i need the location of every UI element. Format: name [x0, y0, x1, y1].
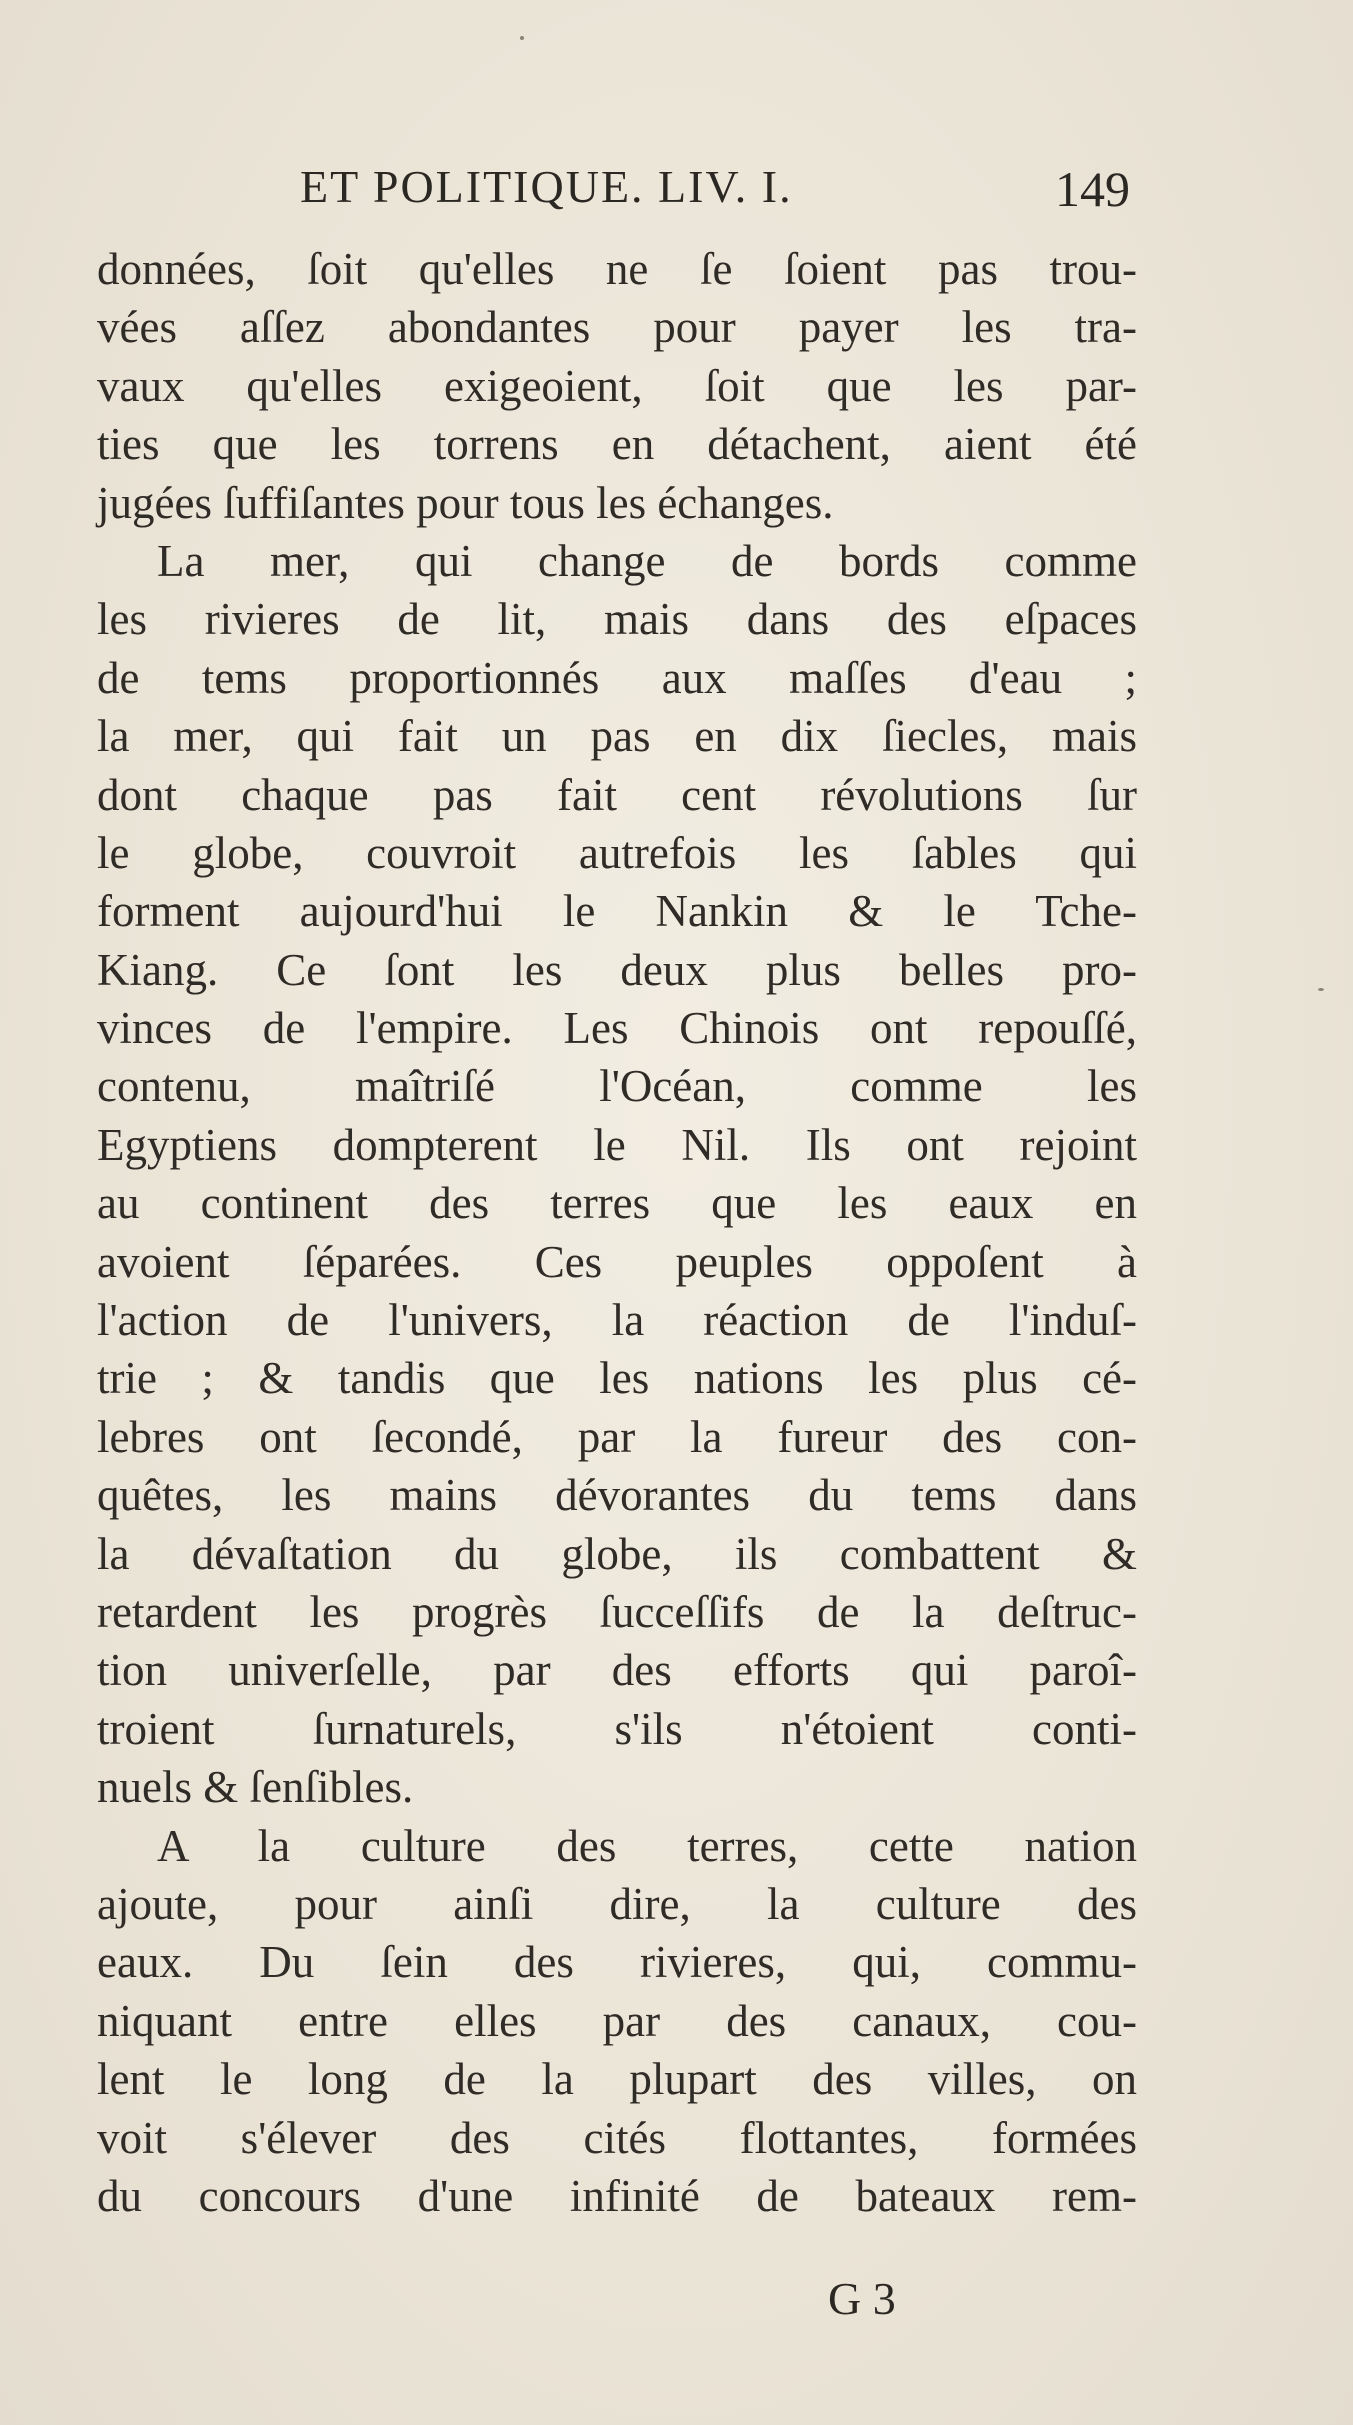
body-text [97, 240, 1137, 2225]
text-line: la dévaſtation du globe, ils combattent & [97, 1528, 1137, 1579]
text-line: quêtes, les mains dévorantes du tems dans [97, 1470, 1137, 1521]
text-line: voit s'élever des cités flottantes, formées [97, 2112, 1137, 2163]
text-line: ties que les torrens en détachent, aient été [97, 419, 1137, 470]
text-line: données, ſoit qu'elles ne ſe ſoient pas trou- [97, 244, 1137, 294]
text-line: retardent les progrès ſucceſſifs de la deſtruc- [97, 1586, 1137, 1637]
text-line: au continent des terres que les eaux en [97, 1178, 1137, 1229]
paper-speck [520, 36, 524, 40]
paper-speck [1318, 988, 1324, 991]
text-line: La mer, qui change de bords comme [157, 535, 1137, 586]
text-line: forment aujourd'hui le Nankin & le Tche- [97, 886, 1137, 937]
page-header [300, 160, 1130, 230]
text-line: vées aſſez abondantes pour payer les tra- [97, 302, 1137, 353]
text-line: Egyptiens dompterent le Nil. Ils ont rejoint [97, 1119, 1137, 1170]
page-number: 149 [1055, 161, 1130, 217]
text-line: troient ſurnaturels, s'ils n'étoient conti- [97, 1703, 1137, 1754]
text-line: avoient ſéparées. Ces peuples oppoſent à [97, 1236, 1137, 1287]
text-line: la mer, qui fait un pas en dix ſiecles, mais [97, 711, 1137, 762]
text-line: eaux. Du ſein des rivieres, qui, commu- [97, 1937, 1137, 1988]
text-line: ajoute, pour ainſi dire, la culture des [97, 1878, 1137, 1929]
text-line: dont chaque pas fait cent révolutions ſur [97, 769, 1137, 820]
text-line: lebres ont ſecondé, par la fureur des con- [97, 1411, 1137, 1462]
text-line: de tems proportionnés aux maſſes d'eau ; [97, 652, 1137, 703]
text-line: du concours d'une infinité de bateaux rem- [97, 2170, 1137, 2221]
text-line: nuels & ſenſibles. [97, 1762, 414, 1813]
text-line: tion univerſelle, par des efforts qui paroî- [97, 1645, 1137, 1696]
running-title: ET POLITIQUE. LIV. I. [300, 161, 793, 212]
text-line: jugées ſuffiſantes pour tous les échanges. [97, 477, 834, 528]
text-line: A la culture des terres, cette nation [157, 1820, 1137, 1871]
text-line: vaux qu'elles exigeoient, ſoit que les par- [97, 360, 1137, 411]
text-line: Kiang. Ce ſont les deux plus belles pro- [97, 944, 1137, 995]
text-line: le globe, couvroit autrefois les ſables qui [97, 827, 1137, 878]
text-line: les rivieres de lit, mais dans des eſpaces [97, 594, 1137, 645]
text-line: vinces de l'empire. Les Chinois ont repouſſé, [97, 1003, 1137, 1054]
text-line: trie ; & tandis que les nations les plus cé- [97, 1353, 1137, 1404]
text-line: contenu, maîtriſé l'Océan, comme les [97, 1061, 1137, 1112]
text-line: lent le long de la plupart des villes, on [97, 2054, 1137, 2105]
text-line: niquant entre elles par des canaux, cou- [97, 1995, 1137, 2046]
text-line: l'action de l'univers, la réaction de l'induſ- [97, 1295, 1137, 1346]
printer-signature: G 3 [828, 2273, 896, 2324]
